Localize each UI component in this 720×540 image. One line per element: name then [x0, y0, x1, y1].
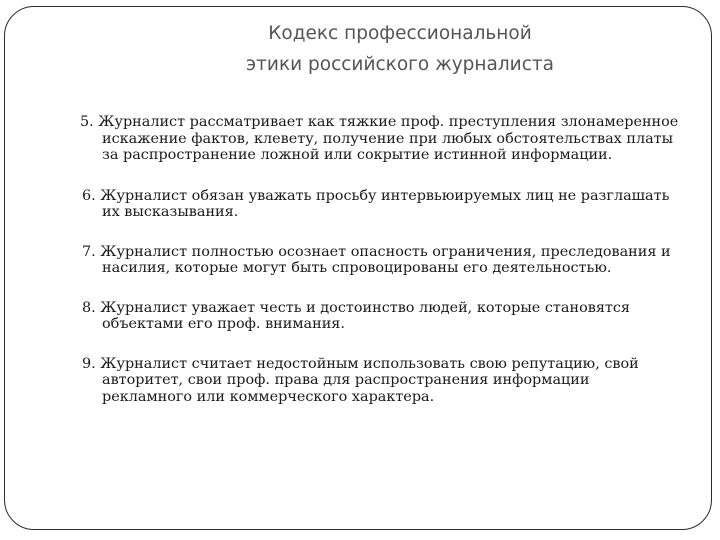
- clause-9: 9. Журналист считает недостойным использовать свою репутацию, свой авторитет, свои проф. права для распространения информации рекламного или коммерческого характера.: [82, 355, 639, 405]
- title-line-1: Кодекс профессиональной: [268, 23, 532, 44]
- page-title: [150, 18, 650, 80]
- clause-5: 5. Журналист рассматривает как тяжкие проф. преступления злонамеренное искажение фактов, клевету, получение при любых обстоятельствах платы за распространение ложной или сокрытие истинной информации.: [80, 114, 679, 163]
- clause-6: 6. Журналист обязан уважать просьбу интервьюируемых лиц не разглашать их высказывания.: [82, 187, 670, 220]
- clause-7: 7. Журналист полностью осознает опасность ограничения, преследования и насилия, которые могут быть спровоцированы его деятельностью.: [82, 243, 671, 276]
- clauses-list: [80, 114, 680, 428]
- clause-8: 8. Журналист уважает честь и достоинство людей, которые становятся объектами его проф. внимания.: [82, 299, 631, 332]
- title-line-2: этики российского журналиста: [246, 54, 554, 75]
